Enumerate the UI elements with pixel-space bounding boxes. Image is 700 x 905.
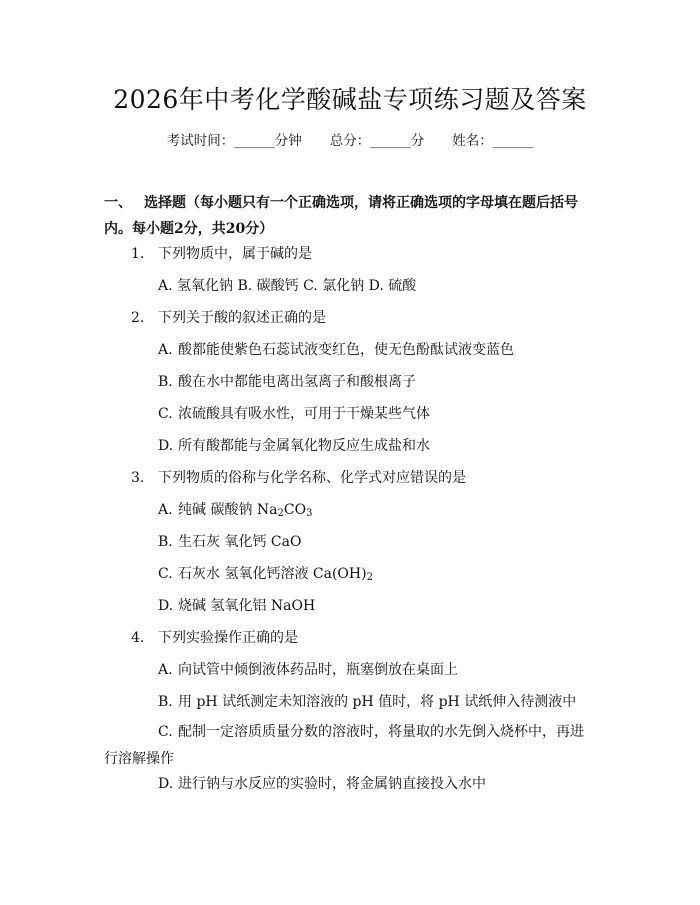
option-text: 酸都能使紫色石蕊试液变红色，使无色酚酞试液变蓝色 [178, 342, 514, 358]
section-heading [104, 190, 604, 242]
option-letter: C. [158, 566, 173, 582]
option-b [158, 532, 301, 552]
question-text: 下列物质中，属于碱的是 [158, 246, 312, 262]
page-title: 2026年中考化学酸碱盐专项练习题及答案 [113, 85, 587, 114]
exam-time-field: 考试时间：______分钟 [166, 133, 302, 149]
option-a [158, 340, 514, 360]
question-text: 下列关于酸的叙述正确的是 [158, 310, 326, 326]
option-letter: C. [158, 406, 173, 422]
question-number: 3. [131, 470, 145, 486]
question-4 [131, 628, 298, 648]
option-text: 向试管中倾倒液体药品时，瓶塞倒放在桌面上 [178, 662, 458, 678]
section-instructions: 选择题（每小题只有一个正确选项，请将正确选项的字母填在题后括号内。每小题2分，共20分） [104, 195, 578, 237]
section-number: 一、 [104, 195, 132, 211]
option-letter: A. [158, 662, 173, 678]
option-c [104, 719, 596, 773]
option-text: 配制一定溶质质量分数的溶液时，将量取的水先倒入烧杯中，再进行溶解操作 [104, 724, 584, 767]
option-letter: D. [158, 438, 174, 454]
total-score-field: 总分：______分 [329, 133, 425, 149]
option-text: 浓硫酸具有吸水性，可用于干燥某些气体 [178, 406, 430, 422]
option-text: 烧碱 氢氧化铝 NaOH [178, 598, 316, 614]
option-d [158, 774, 486, 794]
option-text: 纯碱 碳酸钠 [178, 502, 257, 518]
chemical-formula: $Ca(OH)_2$ [312, 566, 373, 583]
option-letter: B. [158, 374, 173, 390]
option-c [158, 564, 373, 588]
option-letter: C. [158, 724, 173, 740]
question-2 [131, 308, 326, 328]
question-number: 4. [131, 630, 145, 646]
option-text: 进行钠与水反应的实验时，将金属钠直接投入水中 [178, 776, 486, 792]
option-letter: A. [158, 502, 173, 518]
option-text: 所有酸都能与金属氧化物反应生成盐和水 [178, 438, 430, 454]
question-text: 下列物质的俗称与化学名称、化学式对应错误的是 [158, 470, 466, 486]
question-1-options: A. 氢氧化钠 B. 碳酸钙 C. 氯化钠 D. 硫酸 [158, 278, 417, 294]
question-number: 1. [131, 246, 145, 262]
question-text: 下列实验操作正确的是 [158, 630, 298, 646]
option-text: 石灰水 氢氧化钙溶液 [178, 566, 313, 582]
option-d [158, 436, 430, 456]
chemical-formula: $Na_2CO_3$ [256, 502, 313, 519]
option-letter: B. [158, 534, 173, 550]
option-letter: D. [158, 776, 174, 792]
option-b [158, 372, 416, 392]
question-number: 2. [131, 310, 145, 326]
question-3 [131, 468, 466, 488]
option-text: 酸在水中都能电离出氢离子和酸根离子 [178, 374, 416, 390]
option-a [158, 500, 312, 524]
option-text: 用 pH 试纸测定未知溶液的 pH 值时，将 pH 试纸伸入待测液中 [178, 694, 577, 710]
question-1 [131, 244, 312, 264]
option-letter: B. [158, 694, 173, 710]
option-letter: D. [158, 598, 174, 614]
option-c [158, 404, 430, 424]
student-name-field: 姓名：______ [452, 133, 534, 149]
option-text: 生石灰 氧化钙 CaO [178, 534, 302, 550]
option-letter: A. [158, 342, 173, 358]
option-a [158, 660, 458, 680]
option-b [158, 692, 576, 712]
option-d [158, 596, 315, 616]
exam-meta [0, 131, 700, 151]
